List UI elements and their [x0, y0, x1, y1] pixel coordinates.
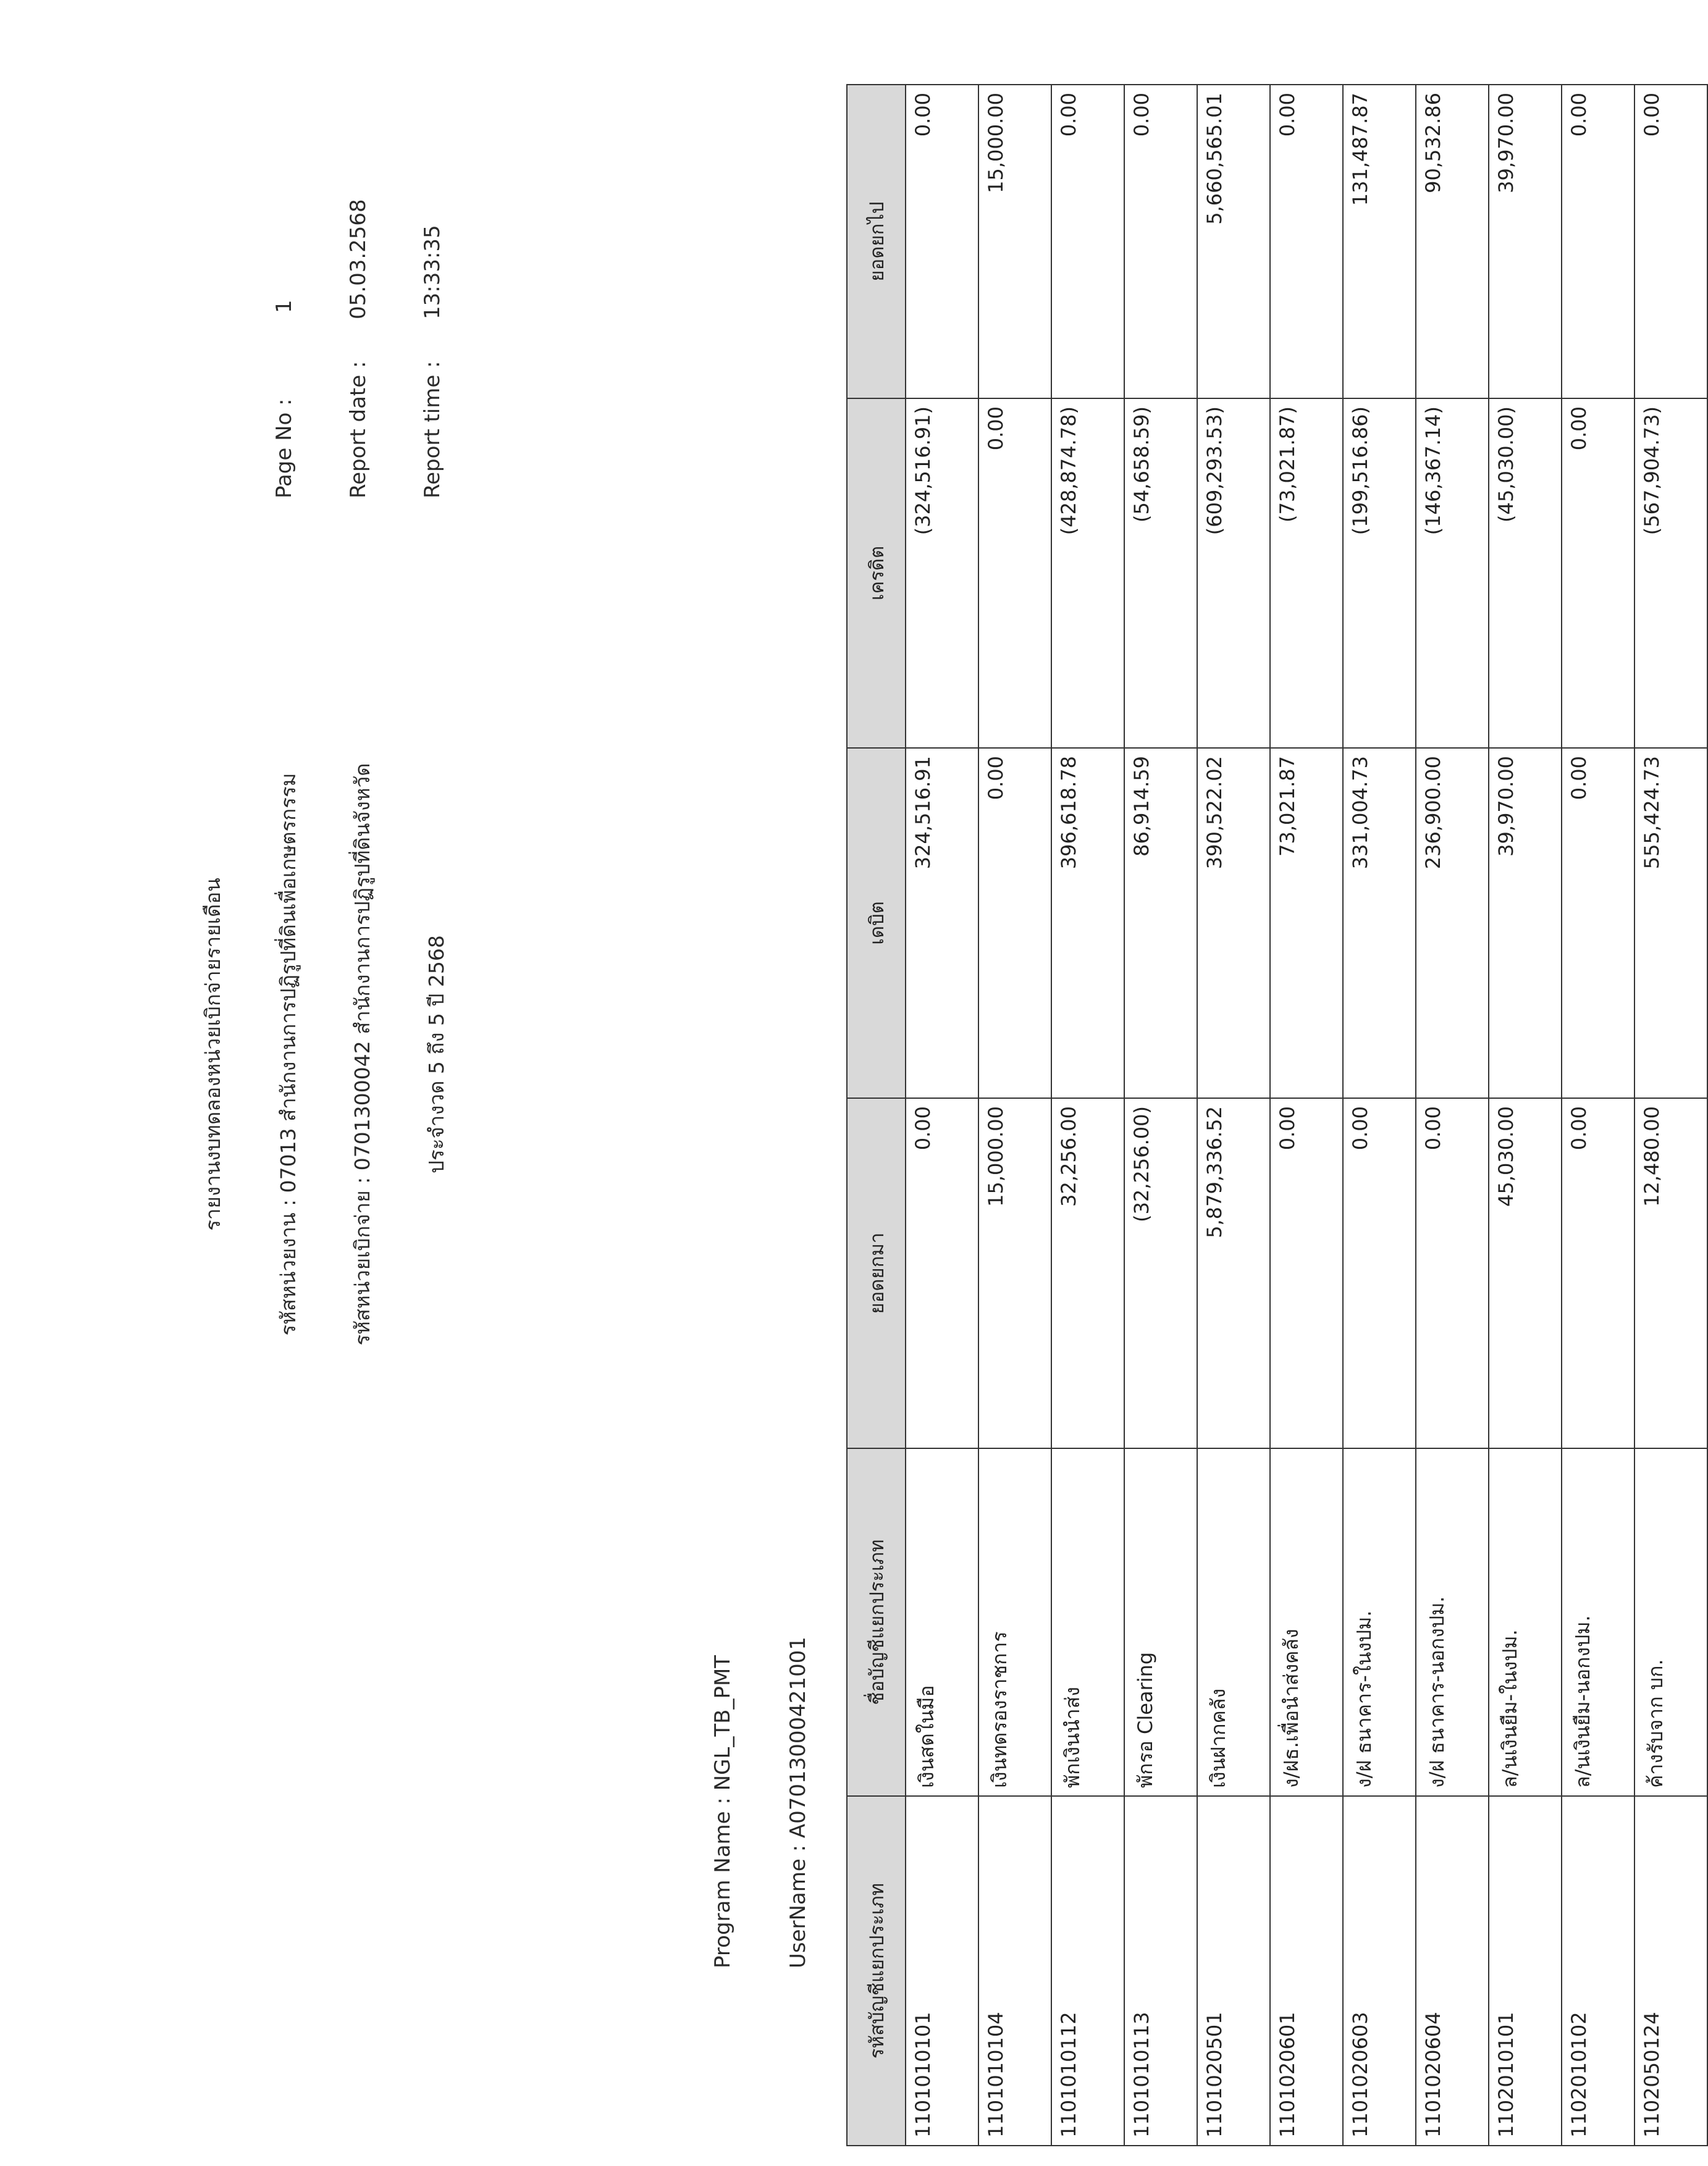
carried-forward-amount: 0.00 — [906, 85, 978, 398]
unit-code: รหัสหน่วยงาน : 07013 สำนักงานการปฏิรูปที่ดินเพื่อเกษตรกรรม — [276, 773, 300, 1336]
account-code: 1101010101 — [906, 1796, 978, 2146]
carried-forward-amount: 5,660,565.01 — [1197, 85, 1270, 398]
account-name: ง/ฝ ธนาคาร-นอกงปม. — [1416, 1448, 1489, 1796]
account-code: 1101020601 — [1270, 1796, 1343, 2146]
brought-forward-amount: 45,030.00 — [1489, 1098, 1562, 1448]
col-header-credit: เครดิต — [847, 398, 906, 748]
carried-forward-amount: 0.00 — [1124, 85, 1197, 398]
account-name: ล/นเงินยืม-ในงปม. — [1489, 1448, 1562, 1796]
carried-forward-amount: 0.00 — [1051, 85, 1124, 398]
debit-amount: 0.00 — [1562, 748, 1634, 1098]
table-row — [1416, 85, 1489, 2146]
account-name: ค้างรับจาก บก. — [1634, 1448, 1707, 1796]
debit-amount: 396,618.78 — [1051, 748, 1124, 1098]
debit-amount: 236,900.00 — [1416, 748, 1489, 1098]
debit-amount: 555,424.73 — [1634, 748, 1707, 1098]
account-name: ง/ฝธ.เพื่อนำส่งคลัง — [1270, 1448, 1343, 1796]
col-header-brought-forward: ยอดยกมา — [847, 1098, 906, 1448]
credit-amount: 0.00 — [1562, 398, 1634, 748]
report-date: 05.03.2568 — [346, 199, 371, 319]
carried-forward-amount: 39,970.00 — [1489, 85, 1562, 398]
col-header-account-code: รหัสบัญชีแยกประเภท — [847, 1796, 906, 2146]
credit-amount: (45,030.00) — [1489, 398, 1562, 748]
table-header-row — [847, 85, 906, 2146]
debit-amount: 331,004.73 — [1343, 748, 1416, 1098]
credit-amount: (609,293.53) — [1197, 398, 1270, 748]
table-row — [906, 85, 978, 2146]
report-title: รายงานงบทดลองหน่วยเบิกจ่ายรายเดือน — [201, 878, 225, 1231]
account-name: ง/ฝ ธนาคาร-ในงปม. — [1343, 1448, 1416, 1796]
account-code: 1101010104 — [978, 1796, 1051, 2146]
credit-amount: (567,904.73) — [1634, 398, 1707, 748]
report-date-label: Report date : — [346, 361, 371, 498]
table-row — [1562, 85, 1634, 2146]
account-code: 1102010102 — [1562, 1796, 1634, 2146]
report-period: ประจำงวด 5 ถึง 5 ปี 2568 — [424, 935, 448, 1173]
page-no-label: Page No : — [272, 398, 297, 498]
carried-forward-amount: 0.00 — [1634, 85, 1707, 398]
col-header-carried-forward: ยอดยกไป — [847, 85, 906, 398]
brought-forward-amount: 15,000.00 — [978, 1098, 1051, 1448]
brought-forward-amount: 0.00 — [906, 1098, 978, 1448]
account-code: 1102050124 — [1634, 1796, 1707, 2146]
account-name: พักรอ Clearing — [1124, 1448, 1197, 1796]
account-code: 1101010113 — [1124, 1796, 1197, 2146]
debit-amount: 0.00 — [978, 748, 1051, 1098]
carried-forward-amount: 15,000.00 — [978, 85, 1051, 398]
debit-amount: 324,516.91 — [906, 748, 978, 1098]
carried-forward-amount: 90,532.86 — [1416, 85, 1489, 398]
account-code: 1101020604 — [1416, 1796, 1489, 2146]
account-code: 1102010101 — [1489, 1796, 1562, 2146]
account-code: 1101010112 — [1051, 1796, 1124, 2146]
credit-amount: 0.00 — [978, 398, 1051, 748]
table-row — [1343, 85, 1416, 2146]
brought-forward-amount: (32,256.00) — [1124, 1098, 1197, 1448]
user-name: UserName : A0701300042​1001 — [786, 1637, 810, 1968]
brought-forward-amount: 12,480.00 — [1634, 1098, 1707, 1448]
debit-amount: 73,021.87 — [1270, 748, 1343, 1098]
table-row — [1051, 85, 1124, 2146]
page-no: 1 — [272, 300, 297, 313]
table-row — [1270, 85, 1343, 2146]
carried-forward-amount: 131,487.87 — [1343, 85, 1416, 398]
account-name: เงินฝากคลัง — [1197, 1448, 1270, 1796]
account-name: เงินสดในมือ — [906, 1448, 978, 1796]
table-row — [1124, 85, 1197, 2146]
credit-amount: (199,516.86) — [1343, 398, 1416, 748]
account-code: 1101020501 — [1197, 1796, 1270, 2146]
col-header-debit: เดบิต — [847, 748, 906, 1098]
table-row — [1634, 85, 1707, 2146]
table-row — [978, 85, 1051, 2146]
credit-amount: (54,658.59) — [1124, 398, 1197, 748]
credit-amount: (73,021.87) — [1270, 398, 1343, 748]
account-code: 1101020603 — [1343, 1796, 1416, 2146]
program-name: Program Name : NGL_TB_PMT — [710, 1655, 735, 1968]
trial-balance-table — [846, 84, 1708, 2146]
carried-forward-amount: 0.00 — [1270, 85, 1343, 398]
brought-forward-amount: 0.00 — [1416, 1098, 1489, 1448]
brought-forward-amount: 5,879,336.52 — [1197, 1098, 1270, 1448]
report-time-label: Report time : — [420, 361, 445, 498]
credit-amount: (324,516.91) — [906, 398, 978, 748]
brought-forward-amount: 32,256.00 — [1051, 1098, 1124, 1448]
credit-amount: (146,367.14) — [1416, 398, 1489, 748]
carried-forward-amount: 0.00 — [1562, 85, 1634, 398]
account-name: ล/นเงินยืม-นอกงปม. — [1562, 1448, 1634, 1796]
col-header-account-name: ชื่อบัญชีแยกประเภท — [847, 1448, 906, 1796]
brought-forward-amount: 0.00 — [1562, 1098, 1634, 1448]
credit-amount: (428,874.78) — [1051, 398, 1124, 748]
account-name: พักเงินนำส่ง — [1051, 1448, 1124, 1796]
disbursing-unit: รหัสหน่วยเบิกจ่าย : 0701300042 สำนักงานการปฏิรูปที่ดินจังหวัด — [350, 763, 374, 1346]
table-row — [1489, 85, 1562, 2146]
brought-forward-amount: 0.00 — [1270, 1098, 1343, 1448]
brought-forward-amount: 0.00 — [1343, 1098, 1416, 1448]
debit-amount: 39,970.00 — [1489, 748, 1562, 1098]
debit-amount: 390,522.02 — [1197, 748, 1270, 1098]
account-name: เงินทดรองราชการ — [978, 1448, 1051, 1796]
debit-amount: 86,914.59 — [1124, 748, 1197, 1098]
report-time: 13:33:35 — [420, 225, 445, 319]
table-row — [1197, 85, 1270, 2146]
